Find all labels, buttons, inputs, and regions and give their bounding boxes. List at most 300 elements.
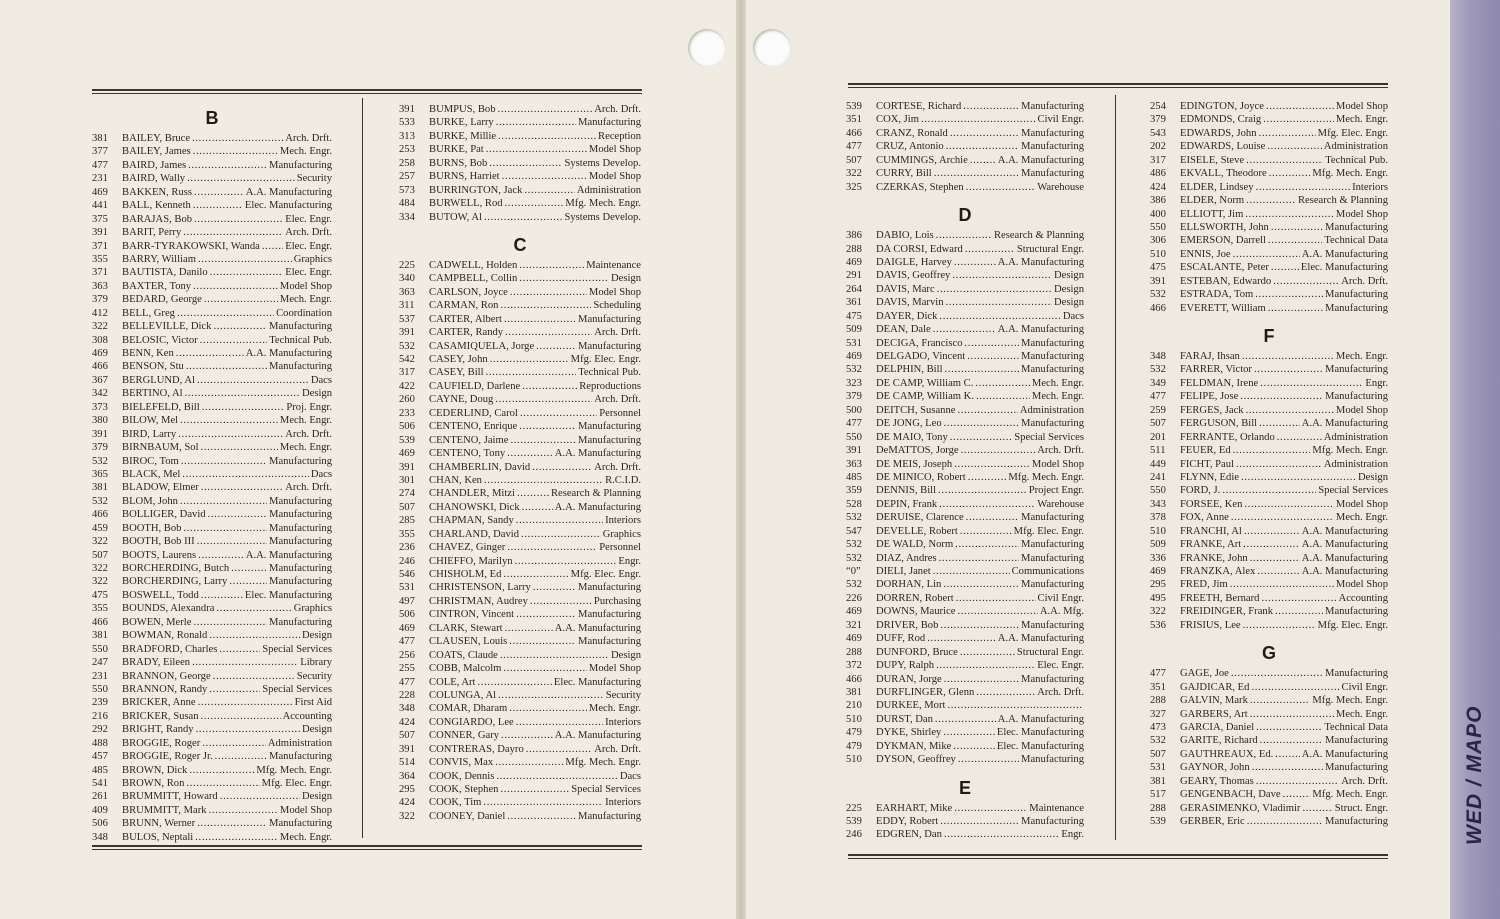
dot-leader (180, 495, 267, 508)
dot-leader (208, 508, 267, 521)
department: Manufacturing (1325, 391, 1388, 403)
department: Research & Planning (1297, 195, 1388, 207)
extension-number: 479 (846, 740, 862, 752)
dot-leader (1251, 681, 1339, 694)
directory-entry (1150, 363, 1388, 376)
extension-number: 246 (846, 829, 862, 841)
employee-name: CHANDLER, Mitzi (429, 488, 515, 500)
directory-entry (399, 568, 641, 581)
directory-entry (1150, 734, 1388, 747)
department: Reproductions (579, 380, 641, 392)
extension-number: 543 (1150, 127, 1166, 139)
extension-number: 547 (846, 525, 862, 537)
employee-name: DEAN, Dale (876, 324, 931, 336)
employee-name: BLADOW, Elmer (122, 482, 199, 494)
directory-entry (92, 441, 332, 454)
employee-name: EVERETT, William (1180, 302, 1266, 314)
dot-leader (1243, 538, 1300, 551)
dot-leader (963, 100, 1019, 113)
dot-leader (504, 313, 576, 326)
extension-number: 355 (399, 528, 415, 540)
dot-leader (195, 831, 278, 844)
extension-number: 541 (92, 778, 108, 789)
department: Warehouse (1037, 181, 1084, 193)
department: Manufacturing (269, 361, 332, 373)
employee-name: GERBER, Eric (1180, 816, 1245, 827)
extension-number: 528 (846, 498, 862, 510)
dot-leader (945, 363, 1020, 376)
dot-leader (936, 229, 992, 242)
department: Mech. Engr. (1335, 351, 1388, 362)
directory-entry (846, 740, 1084, 753)
department: Mfg. Mech. Engr. (1312, 789, 1388, 801)
extension-number: 469 (1150, 566, 1166, 577)
directory-entry (92, 777, 332, 790)
employee-name: COMAR, Dharam (429, 703, 508, 715)
dot-leader (503, 568, 568, 581)
extension-number: 550 (92, 683, 108, 695)
extension-number: 379 (92, 294, 108, 306)
extension-number: 550 (1150, 221, 1166, 233)
employee-name: BROGGIE, Roger Jr. (122, 751, 213, 763)
employee-name: CINTRON, Vincent (429, 609, 515, 621)
extension-number: 225 (846, 802, 862, 814)
extension-number: 539 (399, 434, 415, 446)
extension-number: 469 (846, 606, 862, 618)
employee-name: GERASIMENKO, Vladimir (1180, 802, 1301, 814)
directory-entry (399, 116, 641, 129)
extension-number: 466 (846, 673, 862, 685)
directory-entry (92, 750, 332, 763)
department: Administration (576, 184, 641, 196)
department: Mfg. Mech. Engr. (1312, 445, 1388, 457)
directory-entry (92, 670, 332, 683)
dot-leader (489, 157, 562, 170)
dot-leader (1275, 605, 1323, 618)
department: Civil Engr. (1037, 592, 1084, 604)
employee-name: BUMPUS, Bob (429, 104, 496, 115)
dot-leader (209, 683, 260, 696)
dot-leader (970, 154, 996, 167)
employee-name: BRUNN, Werner (122, 818, 196, 830)
extension-number: 507 (1150, 748, 1166, 760)
directory-entry (92, 764, 332, 777)
employee-name: FERGUSON, Bill (1180, 418, 1258, 430)
employee-name: FLYNN, Edie (1180, 471, 1239, 483)
extension-number: 495 (1150, 592, 1166, 604)
employee-name: BAILEY, Bruce (122, 133, 191, 144)
directory-entry (399, 211, 641, 224)
employee-name: DERUISE, Clarence (876, 512, 964, 524)
extension-number: 295 (1150, 579, 1166, 591)
extension-number: 469 (92, 348, 108, 359)
employee-name: DAVIS, Marvin (876, 297, 944, 309)
employee-name: BILOW, Mel (122, 415, 179, 427)
dot-leader (177, 307, 274, 320)
directory-entry (846, 256, 1084, 269)
directory-entry (846, 619, 1084, 632)
employee-name: DEITCH, Susanne (876, 404, 956, 416)
employee-name: GEARY, Thomas (1180, 775, 1254, 787)
employee-name: BAILEY, James (122, 146, 191, 158)
extension-number: 261 (92, 791, 108, 803)
department: Design (301, 630, 332, 642)
dot-leader (496, 770, 617, 783)
department: Interiors (1352, 181, 1388, 193)
dot-leader (521, 528, 601, 541)
extension-number: 486 (1150, 168, 1166, 180)
dot-leader (515, 555, 617, 568)
dot-leader (1246, 404, 1334, 417)
dot-leader (947, 699, 1082, 712)
directory-entry (399, 622, 641, 635)
employee-name: DIELI, Janet (876, 566, 931, 577)
directory-entry (92, 414, 332, 427)
directory-entry (399, 649, 641, 662)
directory-entry (846, 699, 1084, 712)
extension-number: 247 (92, 657, 108, 669)
department: Arch. Drft. (594, 743, 641, 755)
extension-number: 391 (399, 743, 415, 755)
employee-name: GAUTHREAUX, Ed. (1180, 748, 1274, 760)
dot-leader (501, 729, 553, 742)
employee-name: DORREN, Robert (876, 592, 954, 604)
extension-number: 477 (1150, 391, 1166, 403)
dot-leader (939, 552, 1019, 565)
directory-entry (399, 184, 641, 197)
department: A.A. Manufacturing (554, 501, 641, 513)
extension-number: 536 (1150, 619, 1166, 631)
employee-name: CARTER, Albert (429, 313, 502, 325)
department: Manufacturing (1021, 512, 1084, 524)
dot-leader (1242, 350, 1334, 363)
extension-number: 424 (399, 797, 415, 809)
department: Design (1053, 283, 1084, 295)
dot-leader (1252, 761, 1323, 774)
directory-entry (92, 455, 332, 468)
extension-number: 466 (846, 127, 862, 139)
directory-entry (92, 145, 332, 158)
dot-leader (509, 702, 587, 715)
extension-number: 546 (399, 569, 415, 580)
dot-leader (1250, 694, 1311, 707)
directory-entry (1150, 511, 1388, 524)
employee-name: DAVIS, Geoffrey (876, 270, 951, 282)
department: Design (1357, 471, 1388, 483)
extension-number: 386 (1150, 195, 1166, 207)
department: Manufacturing (269, 522, 332, 534)
employee-name: DEPIN, Frank (876, 498, 938, 510)
index-tab-label: WED / MAPO (1463, 705, 1486, 845)
department: Interiors (605, 716, 641, 728)
dot-leader (193, 616, 267, 629)
employee-name: CAYNE, Doug (429, 394, 494, 406)
employee-name: FOX, Anne (1180, 512, 1229, 524)
department: Manufacturing (1021, 552, 1084, 564)
directory-entry (399, 130, 641, 143)
directory-entry (1150, 113, 1388, 126)
dot-leader (198, 696, 293, 709)
directory-entry (399, 541, 641, 554)
extension-number: “0” (846, 566, 861, 577)
extension-number: 469 (399, 622, 415, 634)
department: Struct. Engr. (1334, 802, 1388, 814)
employee-name: COX, Jim (876, 114, 919, 126)
department: Model Shop (588, 286, 641, 298)
employee-name: FREETH, Bernard (1180, 592, 1260, 604)
directory-entry (399, 170, 641, 183)
employee-name: BROWN, Dick (122, 764, 188, 776)
employee-name: FORSEE, Ken (1180, 498, 1243, 510)
employee-name: CENTENO, Jaime (429, 434, 509, 446)
department: Special Services (262, 683, 332, 695)
dot-leader (536, 340, 576, 353)
dot-leader (198, 253, 292, 266)
extension-number: 363 (846, 458, 862, 470)
dot-leader (1257, 565, 1299, 578)
extension-number: 381 (92, 133, 108, 144)
employee-name: BURNS, Harriet (429, 171, 500, 183)
employee-name: CHAVEZ, Ginger (429, 542, 506, 554)
extension-number: 473 (1150, 721, 1166, 733)
extension-number: 258 (399, 157, 415, 169)
department: Manufacturing (1325, 606, 1388, 618)
employee-name: BRICKER, Susan (122, 710, 199, 722)
directory-entry (1150, 694, 1388, 707)
dot-leader (498, 130, 596, 143)
extension-number: 201 (1150, 431, 1166, 443)
extension-number: 391 (399, 327, 415, 339)
directory-entry (1150, 605, 1388, 618)
employee-name: BAKKEN, Russ (122, 186, 193, 198)
dot-leader (498, 103, 593, 116)
extension-number: 510 (1150, 248, 1166, 260)
department: Research & Planning (550, 488, 641, 500)
dot-leader (943, 578, 1019, 591)
department: Manufacturing (578, 434, 641, 446)
directory-entry (1150, 404, 1388, 417)
employee-name: CHAPMAN, Sandy (429, 515, 514, 527)
employee-name: CHARLAND, David (429, 528, 520, 540)
directory-entry (399, 702, 641, 715)
extension-number: 391 (92, 428, 108, 440)
extension-number: 466 (1150, 302, 1166, 314)
directory-entry (399, 286, 641, 299)
extension-number: 532 (92, 455, 108, 467)
department: A.A. Manufacturing (1301, 552, 1388, 564)
extension-number: 311 (399, 300, 415, 312)
department: Elec. Manufacturing (244, 200, 332, 212)
directory-entry (1150, 431, 1388, 444)
extension-number: 371 (92, 267, 108, 279)
department: Dacs (310, 374, 332, 386)
dot-leader (507, 541, 597, 554)
employee-name: BRIGHT, Randy (122, 724, 194, 736)
extension-number: 375 (92, 213, 108, 225)
employee-name: CORTESE, Richard (876, 101, 962, 112)
extension-number: 469 (399, 448, 415, 460)
directory-entry (846, 632, 1084, 645)
dot-leader (1247, 815, 1323, 828)
directory-entry (399, 608, 641, 621)
extension-number: 321 (846, 619, 862, 631)
employee-name: DeMATTOS, Jorge (876, 445, 959, 457)
employee-name: DURAN, Jorge (876, 673, 942, 685)
department: Manufacturing (1021, 101, 1084, 112)
department: A.A. Manufacturing (997, 256, 1084, 268)
employee-name: DE MAIO, Tony (876, 431, 948, 443)
dot-leader (976, 390, 1030, 403)
dot-leader (522, 380, 577, 393)
directory-entry (92, 334, 332, 347)
employee-name: BAXTER, Tony (122, 280, 192, 292)
employee-name: BERGLUND, Al (122, 374, 195, 386)
extension-number: 288 (846, 243, 862, 255)
dot-leader (1246, 194, 1296, 207)
department: Warehouse (1037, 498, 1084, 510)
department: Model Shop (1335, 579, 1388, 591)
dot-leader (520, 407, 597, 420)
extension-number: 364 (399, 770, 415, 782)
extension-number: 291 (846, 270, 862, 282)
dot-leader (1250, 552, 1300, 565)
extension-number: 292 (92, 724, 108, 736)
department: Engr. (618, 555, 641, 567)
letter-heading: C (513, 234, 527, 255)
employee-name: BALL, Kenneth (122, 200, 191, 212)
dot-leader (486, 143, 587, 156)
directory-entry (846, 458, 1084, 471)
employee-name: DUPY, Ralph (876, 660, 935, 672)
extension-number: 257 (399, 171, 415, 183)
department: Arch. Drft. (594, 394, 641, 406)
extension-number: 334 (399, 211, 415, 223)
department: Personnel (599, 407, 641, 419)
employee-name: DYKMAN, Mike (876, 740, 952, 752)
dot-leader (262, 240, 283, 253)
extension-number: 322 (846, 168, 862, 180)
dot-leader (954, 256, 996, 269)
employee-name: FARAJ, Ihsan (1180, 351, 1240, 362)
department: Manufacturing (269, 616, 332, 628)
department: First Aid (294, 697, 332, 709)
extension-number: 532 (846, 539, 862, 551)
department: Manufacturing (578, 421, 641, 433)
department: Manufacturing (1021, 337, 1084, 349)
extension-number: 225 (399, 259, 415, 271)
dot-leader (503, 662, 587, 675)
directory-entry (846, 390, 1084, 403)
extension-number: 295 (399, 784, 415, 795)
department: Manufacturing (269, 576, 332, 588)
department: Technical Pub. (578, 367, 641, 379)
dot-leader (968, 471, 1007, 484)
department: Manufacturing (269, 159, 332, 171)
directory-entry (92, 347, 332, 360)
department: Manufacturing (269, 818, 332, 830)
department: Administration (1323, 141, 1388, 153)
dot-leader (209, 804, 278, 817)
directory-entry (846, 310, 1084, 323)
extension-number: 342 (92, 388, 108, 400)
directory-entry (1150, 775, 1388, 788)
department: Interiors (605, 515, 641, 527)
directory-entry (1150, 167, 1388, 180)
left-column-divider (362, 98, 363, 838)
employee-name: COONEY, Daniel (429, 810, 506, 822)
extension-number: 497 (399, 595, 415, 607)
employee-name: BAIRD, James (122, 159, 187, 171)
employee-name: BORCHERDING, Butch (122, 563, 230, 574)
dot-leader (937, 283, 1052, 296)
extension-number: 317 (1150, 154, 1166, 166)
directory-entry (399, 197, 641, 210)
extension-number: 355 (92, 603, 108, 615)
employee-name: BAUTISTA, Danilo (122, 267, 208, 279)
dot-leader (185, 387, 300, 400)
dot-leader (1275, 748, 1300, 761)
extension-number: 477 (399, 676, 415, 688)
directory-entry (399, 299, 641, 312)
employee-name: DURST, Dan (876, 713, 933, 725)
extension-number: 363 (399, 286, 415, 298)
directory-entry (1150, 592, 1388, 605)
directory-entry (92, 360, 332, 373)
department: Graphics (602, 528, 641, 540)
extension-number: 381 (846, 686, 862, 698)
directory-entry (92, 508, 332, 521)
directory-entry (399, 447, 641, 460)
directory-entry (92, 320, 332, 333)
extension-number: 231 (92, 173, 108, 185)
employee-name: FELDMAN, Irene (1180, 377, 1259, 389)
extension-number: 500 (846, 404, 862, 416)
employee-name: BURWELL, Rod (429, 198, 503, 210)
dot-leader (183, 522, 267, 535)
dot-leader (202, 401, 285, 414)
directory-entry (846, 552, 1084, 565)
employee-name: BIRD, Larry (122, 428, 177, 440)
department: Mech. Engr. (1335, 114, 1388, 126)
employee-name: DURKEE, Mort (876, 700, 946, 712)
employee-name: CENTENO, Enrique (429, 421, 518, 433)
directory-entry (92, 549, 332, 562)
extension-number: 391 (399, 461, 415, 473)
employee-name: COATS, Claude (429, 649, 498, 661)
dot-leader (187, 172, 295, 185)
directory-entry (92, 643, 332, 656)
directory-entry (1150, 194, 1388, 207)
dot-leader (1233, 248, 1300, 261)
employee-name: BROGGIE, Roger (122, 737, 201, 749)
department: Arch. Drft. (1341, 275, 1388, 287)
department: Mech. Engr. (279, 146, 332, 158)
employee-name: FORD, J. (1180, 485, 1221, 497)
extension-number: 372 (846, 660, 862, 672)
employee-name: BARR-TYRAKOWSKI, Wanda (122, 240, 260, 252)
directory-entry (399, 313, 641, 326)
dot-leader (1261, 592, 1336, 605)
dot-leader (1233, 444, 1311, 457)
dot-leader (505, 197, 564, 210)
department: Interiors (605, 797, 641, 809)
employee-name: FARRER, Victor (1180, 364, 1252, 376)
dot-leader (181, 455, 267, 468)
department: Scheduling (593, 300, 641, 312)
employee-name: ESCALANTE, Peter (1180, 262, 1269, 274)
extension-number: 539 (846, 816, 862, 827)
dot-leader (927, 632, 996, 645)
